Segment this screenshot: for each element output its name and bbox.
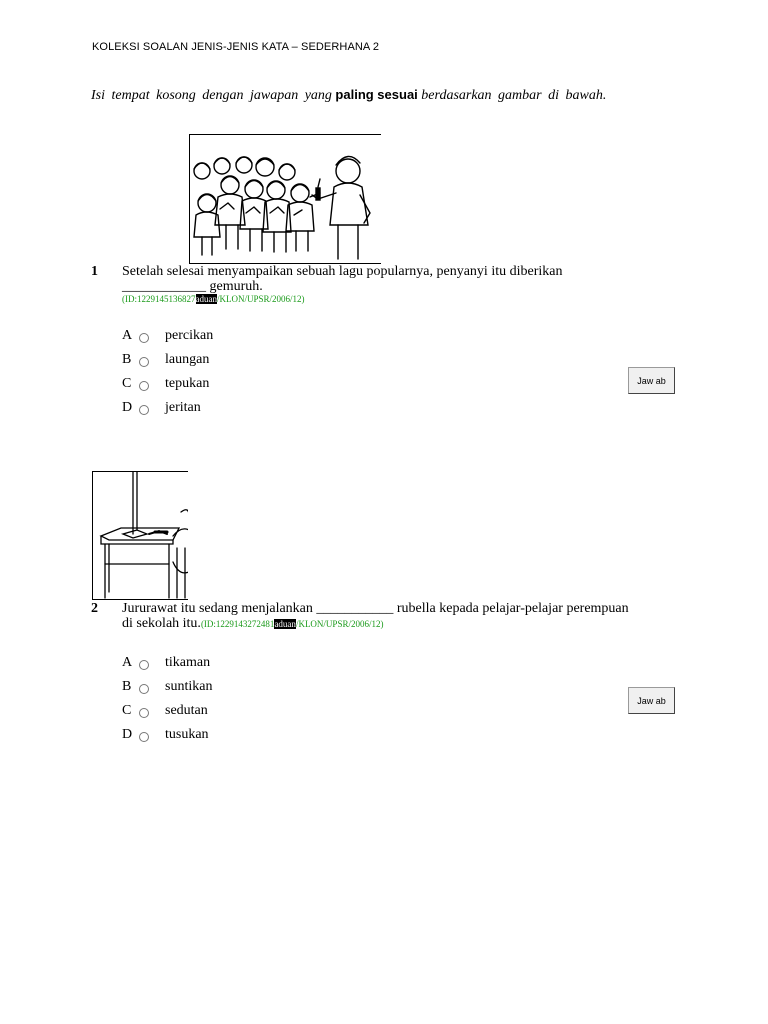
- option-text: tepukan: [165, 376, 210, 391]
- question-1-text: [122, 264, 682, 305]
- option-text: suntikan: [165, 679, 213, 694]
- question-2-id-suffix: /KLON/UPSR/2006/12): [295, 619, 384, 629]
- question-2-id: [201, 619, 384, 629]
- option-text: jeritan: [165, 400, 201, 415]
- option-letter: C: [122, 376, 132, 391]
- option-letter: D: [122, 400, 133, 415]
- option-text: percikan: [165, 328, 214, 343]
- instruction-part2: berdasarkan gambar di bawah.: [421, 88, 607, 103]
- question-1-answer-button[interactable]: Jaw ab: [628, 367, 675, 394]
- question-1-id-highlight: aduan: [195, 294, 217, 304]
- question-2-text: [122, 601, 682, 631]
- question-1-id: [122, 294, 682, 305]
- singer-crowd-illustration: [190, 135, 381, 264]
- option-letter: A: [122, 328, 133, 343]
- question-2-answer-button[interactable]: Jaw ab: [628, 687, 675, 714]
- radio-button[interactable]: [139, 660, 149, 670]
- question-2-stem-line2: di sekolah itu.: [122, 616, 201, 631]
- instruction-part1: Isi tempat kosong dengan jawapan yang: [91, 88, 332, 103]
- question-2-number: 2: [91, 601, 98, 616]
- option-letter: D: [122, 727, 133, 742]
- radio-button[interactable]: [139, 333, 149, 343]
- question-1-stem: Setelah selesai menyampaikan sebuah lagu popularnya, penyanyi itu diberikan ____________ gemuruh.: [122, 264, 563, 294]
- question-1-image: [189, 134, 381, 264]
- question-2-id-prefix: (ID:1229143272481: [200, 619, 275, 629]
- question-2-image: [92, 471, 188, 600]
- radio-button[interactable]: [139, 684, 149, 694]
- instruction: [91, 87, 681, 104]
- nurse-desk-illustration: [93, 472, 188, 600]
- question-2-id-highlight: aduan: [274, 619, 296, 629]
- instruction-bold: paling sesuai: [335, 87, 418, 102]
- radio-button[interactable]: [139, 405, 149, 415]
- option-text: laungan: [165, 352, 210, 367]
- document-header: KOLEKSI SOALAN JENIS-JENIS KATA – SEDERHANA 2: [92, 41, 380, 53]
- question-1-number: 1: [91, 264, 98, 279]
- question-1-id-prefix: (ID:1229145136827: [122, 294, 196, 304]
- question-2-stem-line2-wrap: [122, 616, 682, 631]
- option-letter: B: [122, 679, 132, 694]
- option-letter: C: [122, 703, 132, 718]
- option-text: tusukan: [165, 727, 209, 742]
- option-letter: A: [122, 655, 133, 670]
- radio-button[interactable]: [139, 708, 149, 718]
- option-text: tikaman: [165, 655, 211, 670]
- radio-button[interactable]: [139, 732, 149, 742]
- option-text: sedutan: [165, 703, 208, 718]
- option-letter: B: [122, 352, 132, 367]
- radio-button[interactable]: [139, 381, 149, 391]
- question-2-stem-line1: Jururawat itu sedang menjalankan ___________ rubella kepada pelajar-pelajar perempuan: [122, 601, 629, 616]
- radio-button[interactable]: [139, 357, 149, 367]
- question-1-id-suffix: /KLON/UPSR/2006/12): [217, 294, 305, 304]
